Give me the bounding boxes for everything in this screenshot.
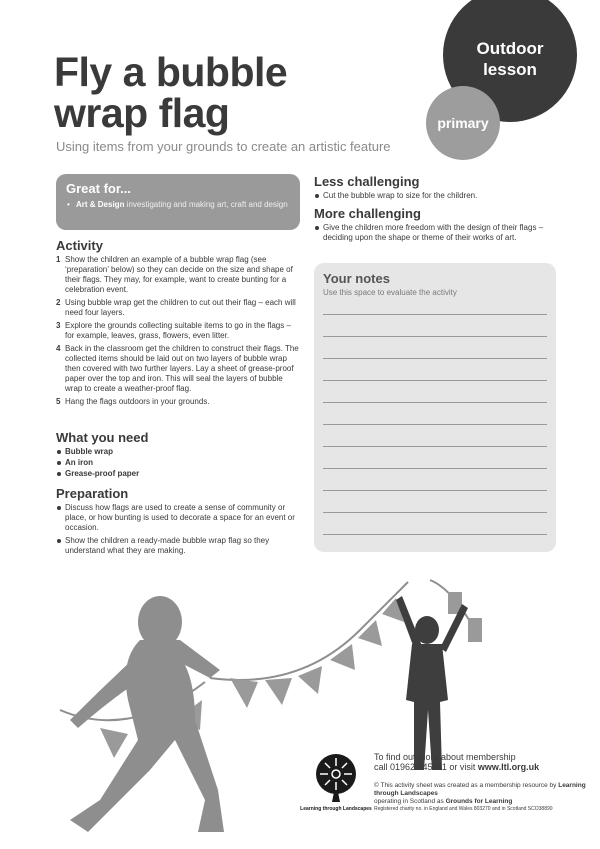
notes-box	[314, 263, 556, 552]
primary-badge	[426, 86, 500, 160]
list-item: Grease-proof paper	[56, 469, 302, 479]
list-item: 1 Show the children an example of a bubble wrap flag (see ‘preparation’ below) so they can decide on the size and shape of their flags. They may, for example, want to create bunting for a celebration event.	[56, 255, 293, 294]
note-line[interactable]	[323, 468, 547, 469]
flag-icon	[265, 678, 292, 705]
registered-charity: Registered charity no. in England and Wales 803270 and in Scotland SCO38890	[374, 806, 553, 812]
page-subtitle: Using items from your grounds to create an artistic feature	[56, 139, 391, 154]
preparation-heading: Preparation	[56, 486, 129, 501]
note-line[interactable]	[323, 424, 547, 425]
note-line[interactable]	[323, 314, 547, 315]
list-item: 4 Back in the classroom get the children to construct their flags. The collected items should be laid out on two layers of bubble wrap then covered with two further layers. Lay a sheet of grease-proof paper over the top and iron. This will seal the layers of bubble wrap to create a weather-proof flag.	[56, 344, 299, 393]
title-line-1: Fly a bubble	[54, 49, 288, 95]
list-item: 5 Hang the flags outdoors in your grounds.	[56, 397, 210, 406]
list-item: Show the children a ready-made bubble wrap flag so they understand what they are making.	[56, 536, 302, 556]
child-silhouette-right	[396, 596, 468, 770]
ltl-logo	[300, 752, 372, 822]
org-name: Learning through Landscapes	[374, 782, 586, 797]
list-item: Cut the bubble wrap to size for the children.	[314, 191, 556, 201]
great-for-description: investigating and making art, craft and design	[124, 200, 288, 209]
what-you-need-heading: What you need	[56, 430, 149, 445]
contact-line: call 01962 845811 or visit www.ltl.org.uk	[374, 762, 540, 772]
credits: © This activity sheet was created as a membership resource by Learning through Landscapes operating in Scotland as Grounds for Learning	[374, 782, 586, 805]
note-line[interactable]	[323, 534, 547, 535]
scotland-org-name: Grounds for Learning	[445, 798, 513, 805]
note-line[interactable]	[323, 490, 547, 491]
primary-label: primary	[437, 115, 489, 131]
great-for-item	[66, 200, 290, 210]
list-item: 2 Using bubble wrap get the children to cut out their flag – each will need four layers.	[56, 298, 296, 317]
note-line[interactable]	[323, 446, 547, 447]
activity-heading: Activity	[56, 238, 103, 253]
great-for-box	[56, 174, 300, 230]
membership-info	[374, 752, 539, 772]
membership-line: To find out more about membership	[374, 752, 516, 762]
list-item: Give the children more freedom with the design of their flags – deciding upon the shape or theme of their works of art.	[314, 223, 556, 243]
notes-heading: Your notes	[323, 271, 390, 286]
great-for-heading: Great for...	[66, 181, 132, 196]
note-line[interactable]	[323, 358, 547, 359]
list-item: An iron	[56, 458, 302, 468]
flag-icon	[330, 644, 355, 670]
what-you-need-list	[56, 447, 302, 480]
list-item: 3 Explore the grounds collecting suitable items to go in the flags – for example, leaves, grass, flowers, even litter.	[56, 321, 291, 340]
more-challenging-list	[314, 223, 556, 246]
note-line[interactable]	[323, 512, 547, 513]
flag-icon	[358, 620, 382, 646]
outdoor-label: Outdoor	[476, 39, 544, 58]
notes-hint: Use this space to evaluate the activity	[323, 288, 457, 297]
flag-icon	[468, 618, 482, 642]
more-challenging-heading: More challenging	[314, 206, 421, 221]
flag-icon	[230, 678, 258, 708]
list-item: Bubble wrap	[56, 447, 302, 457]
logo-text: Learning through Landscapes	[300, 806, 372, 812]
title-line-2: wrap flag	[54, 90, 230, 136]
note-line[interactable]	[323, 336, 547, 337]
note-line[interactable]	[323, 402, 547, 403]
list-item: Discuss how flags are used to create a sense of community or place, or how bunting is used to decorate a space for an event or occasion.	[56, 503, 302, 533]
note-line[interactable]	[323, 380, 547, 381]
website-link[interactable]: www.ltl.org.uk	[477, 762, 540, 772]
less-challenging-heading: Less challenging	[314, 174, 420, 189]
flag-icon	[298, 666, 322, 694]
preparation-list	[56, 503, 302, 559]
page-title	[54, 49, 288, 136]
less-challenging-list	[314, 191, 556, 204]
activity-steps	[56, 255, 302, 410]
flag-icon	[100, 728, 128, 758]
lesson-label: lesson	[483, 60, 537, 79]
great-for-subject: Art & Design	[76, 200, 125, 209]
